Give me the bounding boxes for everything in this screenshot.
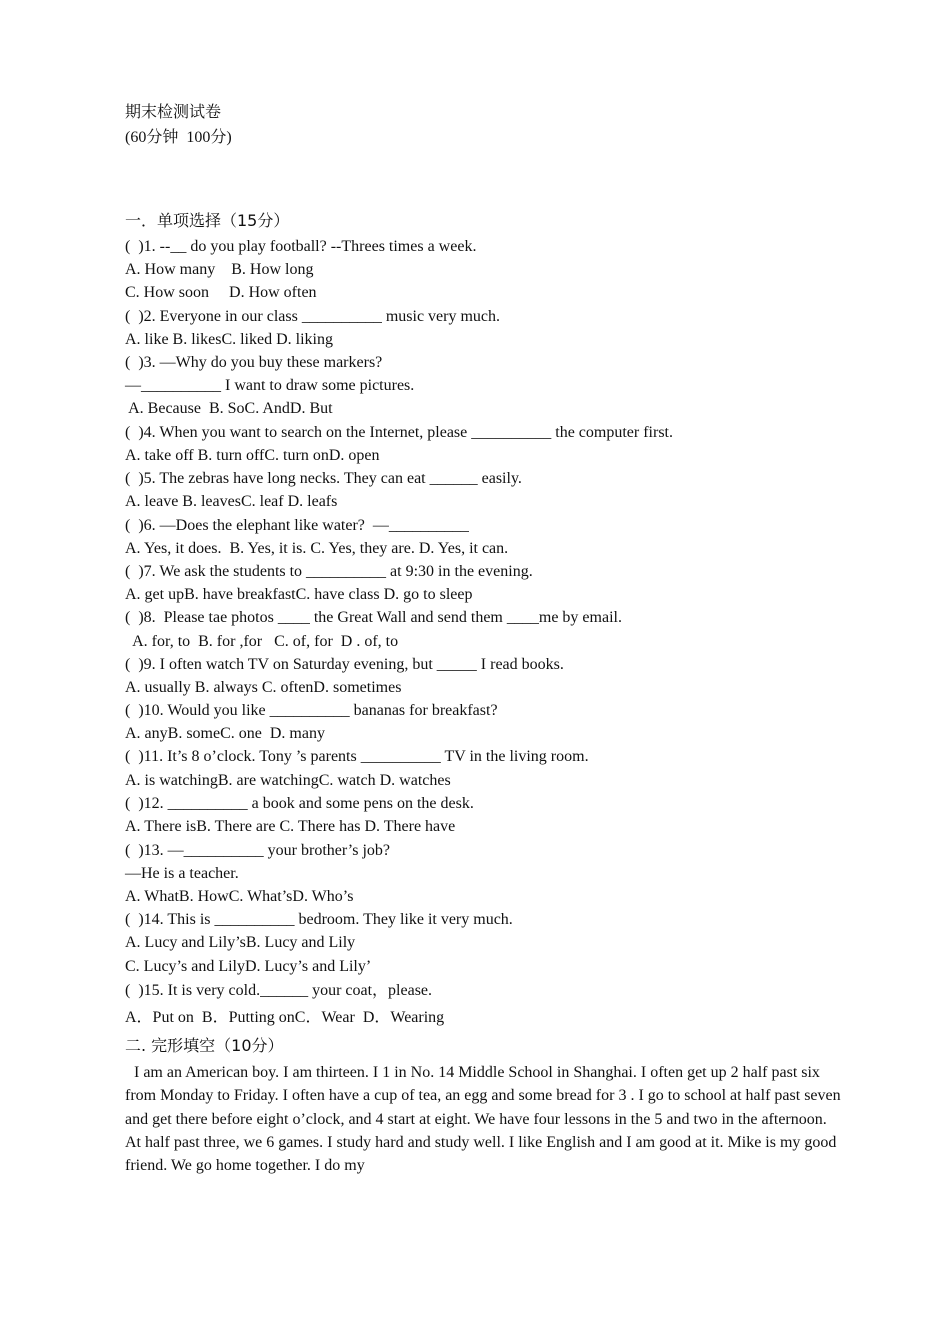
options-line: A. like B. likesC. liked D. liking xyxy=(125,331,333,348)
question-line: ( )1. --__ do you play football? --Threes times a week. xyxy=(125,238,477,255)
options-line: A. usually B. always C. oftenD. sometimes xyxy=(125,679,402,696)
options-line: C. How soon D. How often xyxy=(125,284,317,301)
options-line: C. Lucy’s and LilyD. Lucy’s and Lily’ xyxy=(125,958,372,975)
question-line: ( )4. When you want to search on the Internet, please __________ the computer first. xyxy=(125,424,673,441)
options-line: A. How many B. How long xyxy=(125,261,314,278)
question-line: —He is a teacher. xyxy=(125,865,239,882)
options-line: A. Lucy and Lily’sB. Lucy and Lily xyxy=(125,934,356,951)
options-line: A. take off B. turn offC. turn onD. open xyxy=(125,447,380,464)
options-line: A. There isB. There are C. There has D. There have xyxy=(125,818,456,835)
question-line: ( )12. __________ a book and some pens on the desk. xyxy=(125,795,474,812)
options-line: A. leave B. leavesC. leaf D. leafs xyxy=(125,493,338,510)
question-line: —__________ I want to draw some pictures. xyxy=(125,377,415,394)
question-line: ( )6. —Does the elephant like water? —__________ xyxy=(125,517,469,534)
options-line: A. Because B. SoC. AndD. But xyxy=(125,400,333,417)
question-line: ( )11. It’s 8 o’clock. Tony ’s parents __________ TV in the living room. xyxy=(125,748,589,765)
question-line: ( )9. I often watch TV on Saturday evening, but _____ I read books. xyxy=(125,656,564,673)
question-line: ( )3. —Why do you buy these markers? xyxy=(125,354,383,371)
question-line: ( )8. Please tae photos ____ the Great Wall and send them ____me by email. xyxy=(125,609,622,626)
cloze-passage: I am an American boy. I am thirteen. I 1 in No. 14 Middle School in Shanghai. I often get up 2 half past six from Monday to Friday. I often have a cup of tea, an egg and some bread for 3 . I go to school at half past seven and get there before eight o’clock, and 4 start at eight. We have four lessons in the 5 and two in the afternoon. At half past three, we 6 games. I study hard and study well. I like English and I am good at it. Mike is my good friend. We go home together. I do my xyxy=(125,1064,841,1175)
section-heading: 二. 完形填空（10分） xyxy=(125,1036,284,1055)
section-heading: 一．单项选择（15分） xyxy=(125,211,290,230)
question-line: ( )13. —__________ your brother’s job? xyxy=(125,842,390,859)
question-line: ( )10. Would you like __________ bananas for breakfast? xyxy=(125,702,498,719)
options-line: A．Put on B．Putting onC．Wear D．Wearing xyxy=(125,1009,445,1026)
question-line: ( )2. Everyone in our class __________ music very much. xyxy=(125,308,501,325)
question-line: ( )15. It is very cold.______ your coat，please. xyxy=(125,982,433,999)
options-line: A. for, to B. for ,for C. of, for D . of, to xyxy=(125,633,399,650)
exam-title: 期末检测试卷 xyxy=(125,102,222,121)
options-line: A. get upB. have breakfastC. have class D. go to sleep xyxy=(125,586,473,603)
options-line: A. anyB. someC. one D. many xyxy=(125,725,325,742)
question-line: ( )7. We ask the students to __________ at 9:30 in the evening. xyxy=(125,563,533,580)
question-line: ( )14. This is __________ bedroom. They like it very much. xyxy=(125,911,513,928)
question-line: ( )5. The zebras have long necks. They can eat ______ easily. xyxy=(125,470,522,487)
options-line: A. Yes, it does. B. Yes, it is. C. Yes, they are. D. Yes, it can. xyxy=(125,540,509,557)
options-line: A. is watchingB. are watchingC. watch D. watches xyxy=(125,772,451,789)
exam-duration: (60分钟 100分) xyxy=(125,129,232,146)
options-line: A. WhatB. HowC. What’sD. Who’s xyxy=(125,888,354,905)
